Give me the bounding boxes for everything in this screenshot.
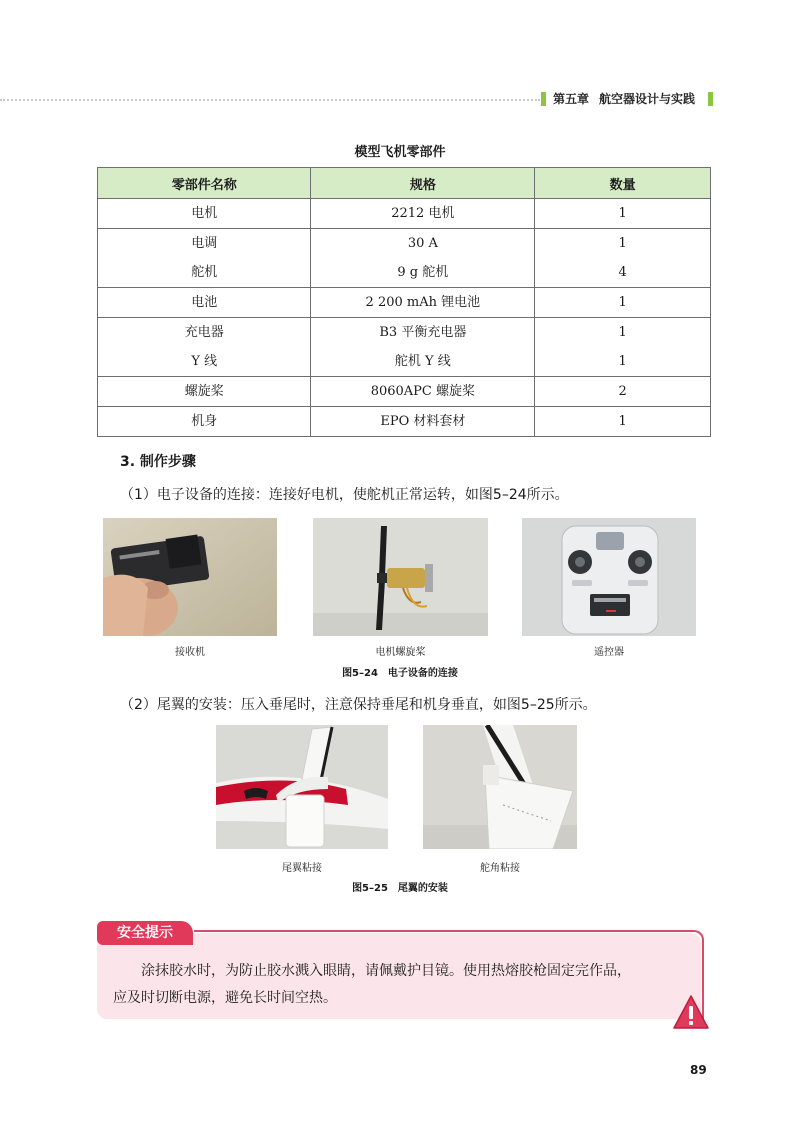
- figure-caption: 遥控器: [594, 647, 624, 658]
- figure-caption: 接收机: [175, 647, 205, 658]
- table-cell: 1 4: [535, 229, 711, 288]
- table-cell: 2 200 mAh 锂电池: [311, 288, 535, 318]
- tail-gluing-photo: [216, 725, 388, 849]
- table-cell: 机身: [98, 407, 311, 437]
- table-row: [98, 377, 711, 407]
- figure-caption: 舵角粘接: [480, 863, 520, 874]
- parts-table: [97, 167, 711, 437]
- table-cell: 电池: [98, 288, 311, 318]
- table-header-cell: 数量: [535, 168, 711, 199]
- running-header: [553, 90, 695, 107]
- table-cell: 充电器 Y 线: [98, 318, 311, 377]
- header-accent-bar: [541, 92, 546, 106]
- page-number: 89: [690, 1063, 707, 1077]
- table-cell: 电调 舵机: [98, 229, 311, 288]
- figure-title: 图5–24 电子设备的连接: [342, 668, 458, 679]
- header-rule: [0, 99, 540, 101]
- safety-border-top: [194, 930, 690, 932]
- safety-line: 应及时切断电源，避免长时间空热。: [113, 990, 337, 1006]
- table-cell: 30 A 9 g 舵机: [311, 229, 535, 288]
- safety-tip-text: [113, 958, 693, 1012]
- remote-controller-photo: [522, 518, 696, 636]
- receiver-photo: [103, 518, 277, 636]
- horn-gluing-photo: [423, 725, 577, 849]
- table-row: [98, 318, 711, 377]
- table-cell: 1: [535, 288, 711, 318]
- table-cell: 2: [535, 377, 711, 407]
- step-2-text: （2）尾翼的安装：压入垂尾时，注意保持垂尾和机身垂直，如图5–25所示。: [120, 697, 597, 713]
- step-1-text: （1）电子设备的连接：连接好电机，使舵机正常运转，如图5–24所示。: [120, 487, 569, 503]
- figure-title: 图5–25 尾翼的安装: [352, 883, 448, 894]
- safety-tip-label: 安全提示: [97, 921, 193, 945]
- table-header-cell: 零部件名称: [98, 168, 311, 199]
- chapter-title: 航空器设计与实践: [599, 92, 696, 106]
- table-header-cell: 规格: [311, 168, 535, 199]
- figure-caption: 尾翼粘接: [282, 863, 322, 874]
- table-cell: EPO 材料套材: [311, 407, 535, 437]
- table-cell: 电机: [98, 199, 311, 229]
- table-cell: B3 平衡充电器 舵机 Y 线: [311, 318, 535, 377]
- table-cell: 1 1: [535, 318, 711, 377]
- chapter-label: 第五章: [553, 92, 590, 106]
- header-accent-bar-right: [708, 92, 713, 106]
- table-cell: 1: [535, 407, 711, 437]
- table-row: [98, 229, 711, 288]
- table-cell: 1: [535, 199, 711, 229]
- table-row: [98, 288, 711, 318]
- table-row: [98, 199, 711, 229]
- safety-line: 涂抹胶水时，为防止胶水溅入眼睛，请佩戴护目镜。使用热熔胶枪固定完作品，: [141, 963, 631, 979]
- section-title: 3. 制作步骤: [120, 454, 196, 470]
- table-row: [98, 407, 711, 437]
- table-header-row: [98, 168, 711, 199]
- table-title: 模型飞机零部件: [354, 145, 446, 160]
- table-cell: 8060APC 螺旋桨: [311, 377, 535, 407]
- figure-caption: 电机螺旋桨: [375, 647, 426, 658]
- table-cell: 2212 电机: [311, 199, 535, 229]
- table-cell: 螺旋桨: [98, 377, 311, 407]
- motor-propeller-photo: [313, 518, 488, 636]
- warning-icon: [672, 994, 710, 1034]
